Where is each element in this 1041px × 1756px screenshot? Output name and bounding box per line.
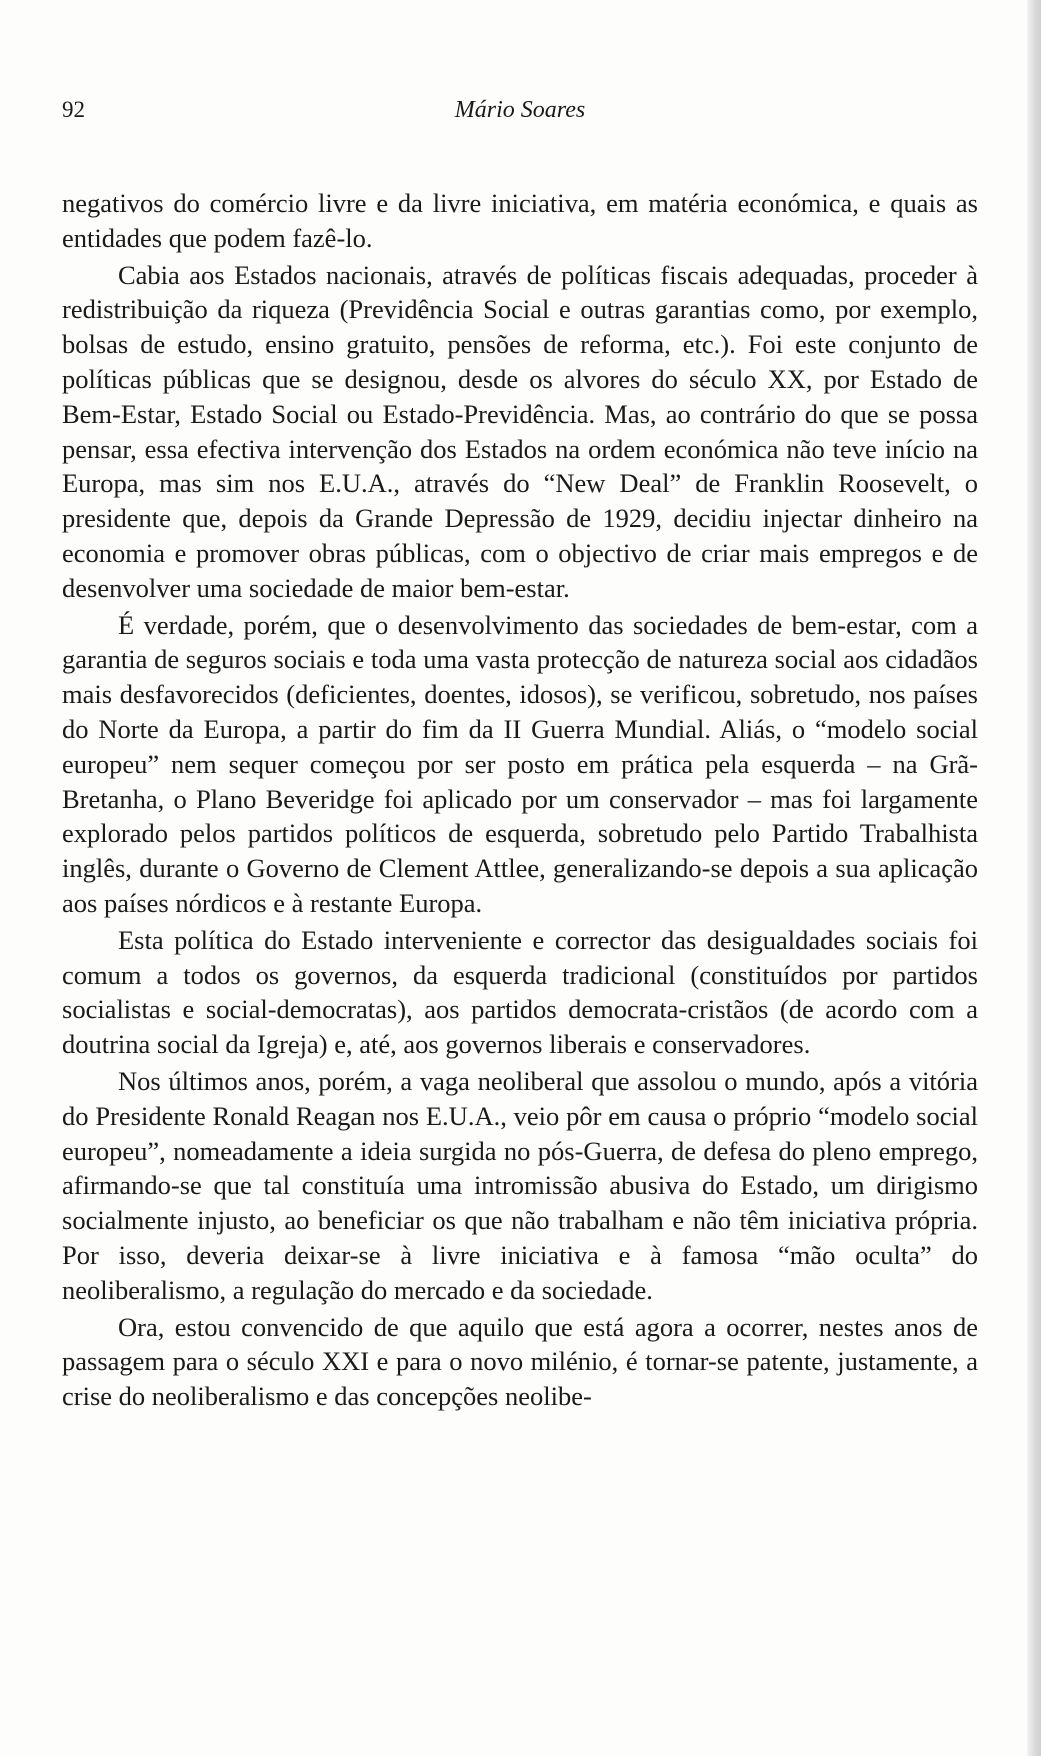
page-edge-shadow: [1027, 0, 1041, 1756]
paragraph: Nos últimos anos, porém, a vaga neoliberal que assolou o mundo, após a vitória do Presidente Ronald Reagan nos E.U.A., veio pôr em causa o próprio “modelo social europeu”, nomeadamente a ideia surgida no pós-Guerra, de defesa do pleno emprego, afirmando-se que tal constituía uma intromissão abusiva do Estado, um dirigismo socialmente injusto, ao beneficiar os que não trabalham e não têm iniciativa própria. Por isso, deveria deixar-se à livre iniciativa e à famosa “mão oculta” do neoliberalismo, a regulação do mercado e da sociedade.: [62, 1065, 978, 1305]
page-number: 92: [62, 97, 85, 122]
paragraph: Ora, estou convencido de que aquilo que está agora a ocorrer, nestes anos de passagem para o século XXI e para o novo milénio, é tornar-se patente, justamente, a crise do neoliberalismo e das concepções neolibe-: [62, 1311, 978, 1412]
running-title: Mário Soares: [454, 97, 586, 123]
paragraph: É verdade, porém, que o desenvolvimento das sociedades de bem-estar, com a garantia de seguros sociais e toda uma vasta protecção de natureza social aos cidadãos mais desfavorecidos (deficientes, doentes, idosos), se verificou, sobretudo, nos países do Norte da Europa, a partir do fim da II Guerra Mundial. Aliás, o “modelo social europeu” nem sequer começou por ser posto em prática pela esquerda – na Grã-Bretanha, o Plano Beveridge foi aplicado por um conservador – mas foi largamente explorado pelos partidos políticos de esquerda, sobretudo pelo Partido Trabalhista inglês, durante o Governo de Clement Attlee, generalizando-se depois a sua aplicação aos países nórdicos e à restante Europa.: [62, 609, 978, 918]
paragraph: Cabia aos Estados nacionais, através de políticas fiscais adequadas, proceder à redistribuição da riqueza (Previdência Social e outras garantias como, por exemplo, bolsas de estudo, ensino gratuito, pensões de reforma, etc.). Foi este conjunto de políticas públicas que se designou, desde os alvores do século XX, por Estado de Bem-Estar, Estado Social ou Estado-Previdência. Mas, ao contrário do que se possa pensar, essa efectiva intervenção dos Estados na ordem económica não teve início na Europa, mas sim nos E.U.A., através do “New Deal” de Franklin Roosevelt, o presidente que, depois da Grande Depressão de 1929, decidiu injectar dinheiro na economia e promover obras públicas, com o objectivo de criar mais empregos e de desenvolver uma sociedade de maior bem-estar.: [62, 259, 978, 603]
body-text: [62, 186, 978, 1414]
paragraph: Esta política do Estado interveniente e corrector das desigualdades sociais foi comum a todos os governos, da esquerda tradicional (constituídos por partidos socialistas e social-democratas), aos partidos democrata-cristãos (de acordo com a doutrina social da Igreja) e, até, aos governos liberais e conservadores.: [62, 924, 978, 1060]
page-header: [62, 92, 978, 128]
paragraph-continued: negativos do comércio livre e da livre iniciativa, em matéria económica, e quais as entidades que podem fazê-lo.: [62, 188, 978, 253]
